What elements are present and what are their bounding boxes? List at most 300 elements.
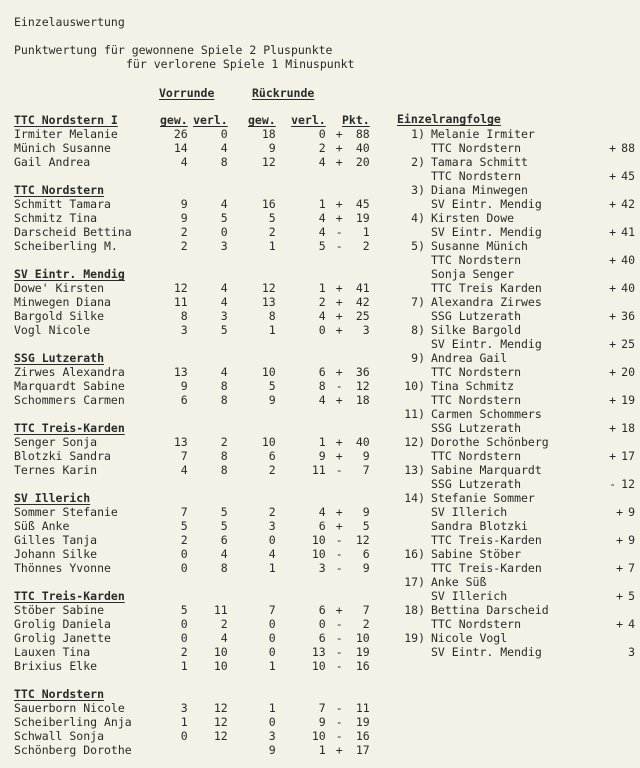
points-cell <box>326 197 370 211</box>
player-row <box>14 197 370 211</box>
rank-points <box>609 253 635 267</box>
team-name: SV Eintr. Mendig <box>14 267 125 281</box>
score-cell: 7 <box>180 505 188 519</box>
ranking-entry <box>397 463 637 477</box>
rank-points-sign: + <box>609 141 617 155</box>
score-cell: 0 <box>180 547 188 561</box>
rank-points-sign: + <box>616 589 623 603</box>
score-cell: 5 <box>180 519 188 533</box>
score-cell: 7 <box>268 603 276 617</box>
score-cell: 4 <box>220 141 228 155</box>
score-cell: 1 <box>268 659 276 673</box>
rank-team: TTC Nordstern <box>431 393 522 407</box>
score-cell: 2 <box>180 225 188 239</box>
rank-points <box>616 533 635 547</box>
points-sign: + <box>335 365 343 379</box>
score-cell: 10 <box>213 659 228 673</box>
rank-points <box>616 645 635 659</box>
team-header-row <box>14 589 370 603</box>
score-cell: 8 <box>220 463 228 477</box>
ranking-team-row <box>397 141 637 155</box>
rank-points-sign: + <box>609 337 617 351</box>
score-cell: 0 <box>268 533 276 547</box>
player-name: Brixius Elke <box>14 659 98 673</box>
score-cell: 0 <box>268 715 276 729</box>
points-cell <box>326 141 370 155</box>
score-cell: 12 <box>213 701 228 715</box>
player-row <box>14 323 370 337</box>
rank-points-sign: + <box>609 197 617 211</box>
ranking-team-row <box>397 449 637 463</box>
points-cell <box>326 631 370 645</box>
rank-team: TTC Nordstern <box>431 365 522 379</box>
score-cell: 12 <box>173 281 188 295</box>
score-cell: 0 <box>268 631 276 645</box>
ranking-entry <box>397 323 637 337</box>
points-sign: + <box>335 603 343 617</box>
ranking-team-row <box>397 281 637 295</box>
score-cell: 4 <box>318 309 326 323</box>
score-cell: 5 <box>318 239 326 253</box>
player-row <box>14 463 370 477</box>
rank-player: Tina Schmitz <box>431 379 515 393</box>
score-cell: 9 <box>268 393 276 407</box>
score-cell: 1 <box>268 701 276 715</box>
ranking-entry <box>397 127 637 141</box>
player-row <box>14 533 370 547</box>
score-cell: 1 <box>318 197 326 211</box>
score-cell: 3 <box>268 729 276 743</box>
rank-points-sign: + <box>609 449 617 463</box>
rank-player: Sonja Senger <box>431 267 515 281</box>
score-cell: 0 <box>180 561 188 575</box>
points-value: 7 <box>362 463 370 477</box>
points-value: 42 <box>355 295 370 309</box>
points-value: 19 <box>355 211 370 225</box>
rank-points-value: 40 <box>621 281 635 295</box>
player-name: Sauerborn Nicole <box>14 701 125 715</box>
points-sign: - <box>335 617 343 631</box>
rank-team: SV Illerich <box>431 589 508 603</box>
score-cell: 2 <box>268 463 276 477</box>
team-name: SV Illerich <box>14 491 91 505</box>
score-cell: 9 <box>268 743 276 757</box>
rank-points-sign: + <box>609 393 617 407</box>
score-cell: 2 <box>268 225 276 239</box>
rank-player: Dorothe Schönberg <box>431 435 549 449</box>
rank-team: SV Eintr. Mendig <box>431 337 542 351</box>
score-cell: 2 <box>220 435 228 449</box>
rank-points-sign: + <box>609 365 617 379</box>
player-row <box>14 155 370 169</box>
points-sign: + <box>335 197 343 211</box>
score-cell: 6 <box>318 631 326 645</box>
points-sign: - <box>335 561 343 575</box>
points-sign: + <box>335 127 343 141</box>
points-sign: + <box>335 295 343 309</box>
player-name: Minwegen Diana <box>14 295 111 309</box>
score-cell: 2 <box>180 533 188 547</box>
score-cell: 3 <box>220 239 228 253</box>
player-row <box>14 631 370 645</box>
score-cell: 4 <box>318 393 326 407</box>
points-cell <box>326 743 370 757</box>
score-cell: 8 <box>268 309 276 323</box>
points-value: 2 <box>362 617 370 631</box>
rank-player: Anke Süß <box>431 575 487 589</box>
score-cell <box>188 743 228 757</box>
rank-team: TTC Treis-Karden <box>431 561 542 575</box>
score-cell: 5 <box>220 323 228 337</box>
rank-points-sign: + <box>609 421 617 435</box>
rank-number: 16) <box>404 547 425 561</box>
score-cell: 6 <box>220 533 228 547</box>
rank-points-value: 12 <box>621 477 635 491</box>
score-cell: 3 <box>318 561 326 575</box>
points-cell <box>326 127 370 141</box>
rank-points <box>609 281 635 295</box>
points-sign: + <box>335 309 343 323</box>
player-row <box>14 379 370 393</box>
score-cell: 26 <box>173 127 188 141</box>
score-cell: 13 <box>311 645 326 659</box>
player-row <box>14 603 370 617</box>
team-header-row <box>14 113 370 127</box>
rank-points <box>609 141 635 155</box>
player-row <box>14 519 370 533</box>
score-cell: 12 <box>261 155 276 169</box>
score-cell: 5 <box>220 211 228 225</box>
rank-team: TTC Nordstern <box>431 617 522 631</box>
points-value: 25 <box>355 309 370 323</box>
rank-number: 2) <box>411 155 425 169</box>
ranking-entry <box>397 519 637 533</box>
team-header-row <box>14 491 370 505</box>
rank-number: 17) <box>404 575 425 589</box>
score-cell: 10 <box>311 659 326 673</box>
points-sign: - <box>335 645 343 659</box>
points-value: 1 <box>362 225 370 239</box>
points-sign: + <box>335 155 343 169</box>
score-cell: 8 <box>220 561 228 575</box>
player-row <box>14 645 370 659</box>
score-cell: 8 <box>220 393 228 407</box>
column-header: Pkt. <box>342 113 370 127</box>
player-row <box>14 393 370 407</box>
score-cell: 1 <box>318 743 326 757</box>
points-sign: + <box>335 505 343 519</box>
score-cell: 13 <box>261 295 276 309</box>
points-value: 36 <box>355 365 370 379</box>
points-sign: - <box>335 701 343 715</box>
score-cell: 11 <box>213 603 228 617</box>
points-cell <box>326 211 370 225</box>
player-name: Zirwes Alexandra <box>14 365 125 379</box>
page-title: Einzelauswertung <box>14 15 125 29</box>
points-cell <box>326 463 370 477</box>
ranking-team-row <box>397 365 637 379</box>
ranking-entry <box>397 491 637 505</box>
score-cell: 7 <box>318 701 326 715</box>
points-value: 19 <box>355 715 370 729</box>
ranking-entry <box>397 351 637 365</box>
score-cell: 1 <box>180 659 188 673</box>
points-value: 45 <box>355 197 370 211</box>
score-cell: 10 <box>311 729 326 743</box>
points-cell <box>326 379 370 393</box>
points-value: 5 <box>362 519 370 533</box>
rank-points-sign: + <box>616 533 623 547</box>
score-cell: 8 <box>220 155 228 169</box>
score-cell: 4 <box>220 295 228 309</box>
player-name: Grolig Daniela <box>14 617 111 631</box>
ranking-team-row <box>397 589 637 603</box>
rank-number: 3) <box>411 183 425 197</box>
player-row <box>14 435 370 449</box>
score-cell: 2 <box>318 295 326 309</box>
score-cell: 3 <box>220 309 228 323</box>
team-name: TTC Treis-Karden <box>14 589 125 603</box>
score-cell: 1 <box>268 323 276 337</box>
score-cell: 1 <box>268 561 276 575</box>
score-cell: 10 <box>261 365 276 379</box>
score-cell: 4 <box>318 155 326 169</box>
player-name: Schommers Carmen <box>14 393 125 407</box>
score-cell: 12 <box>213 729 228 743</box>
ranking-team-row <box>397 337 637 351</box>
score-cell: 7 <box>180 449 188 463</box>
rank-points-sign: + <box>609 169 617 183</box>
points-sign: - <box>335 729 343 743</box>
points-cell <box>326 519 370 533</box>
ranking-team-row <box>397 477 637 491</box>
score-cell: 12 <box>213 715 228 729</box>
points-cell <box>326 239 370 253</box>
points-cell <box>326 225 370 239</box>
player-name: Schmitz Tina <box>14 211 98 225</box>
rank-points-sign: - <box>609 477 617 491</box>
player-name: Senger Sonja <box>14 435 98 449</box>
rank-points-value: 17 <box>621 449 635 463</box>
rank-points <box>609 197 635 211</box>
rank-number: 7) <box>411 295 425 309</box>
rank-player: Melanie Irmiter <box>431 127 535 141</box>
rank-points-value: 41 <box>621 225 635 239</box>
rank-team: SSG Lutzerath <box>431 477 522 491</box>
ranking-entry <box>397 379 637 393</box>
rank-number: 1) <box>411 127 425 141</box>
ranking-entry <box>397 547 637 561</box>
column-header: gew. <box>160 113 188 127</box>
player-row <box>14 659 370 673</box>
ranking-team-row <box>397 169 637 183</box>
score-cell: 4 <box>220 631 228 645</box>
player-row <box>14 309 370 323</box>
rank-player: Stefanie Sommer <box>431 491 535 505</box>
points-cell <box>326 729 370 743</box>
results-grid <box>14 113 370 757</box>
rank-points-value: 20 <box>621 365 635 379</box>
rank-points-sign: + <box>609 253 617 267</box>
player-name: Süß Anke <box>14 519 70 533</box>
scoring-rule-lost: für verlorene Spiele 1 Minuspunkt <box>126 57 355 71</box>
score-cell: 10 <box>311 533 326 547</box>
column-header: gew. <box>248 113 276 127</box>
team-name: TTC Nordstern I <box>14 113 118 127</box>
score-cell <box>160 743 188 757</box>
rank-team: SV Illerich <box>431 505 508 519</box>
score-cell: 13 <box>173 365 188 379</box>
player-name: Gilles Tanja <box>14 533 98 547</box>
player-row <box>14 141 370 155</box>
score-cell: 3 <box>268 519 276 533</box>
ranking-entry <box>397 211 637 225</box>
rank-player: Carmen Schommers <box>431 407 542 421</box>
ranking-team-row <box>397 645 637 659</box>
rank-points-value: 88 <box>621 141 635 155</box>
ranking-team-row <box>397 561 637 575</box>
team-name: TTC Treis-Karden <box>14 421 125 435</box>
score-cell: 1 <box>268 239 276 253</box>
score-cell: 4 <box>220 281 228 295</box>
rank-player: Andrea Gail <box>431 351 508 365</box>
score-cell: 4 <box>268 547 276 561</box>
points-sign: - <box>335 533 343 547</box>
rank-points-sign: + <box>609 225 617 239</box>
score-cell: 0 <box>318 323 326 337</box>
player-row <box>14 365 370 379</box>
rank-team: SSG Lutzerath <box>431 309 522 323</box>
points-sign: + <box>335 211 343 225</box>
score-cell: 10 <box>311 547 326 561</box>
rank-player: Sabine Stöber <box>431 547 522 561</box>
points-cell <box>326 701 370 715</box>
player-name: Blotzki Sandra <box>14 449 111 463</box>
points-sign: - <box>335 631 343 645</box>
rank-points <box>609 169 635 183</box>
ranking-entry <box>397 603 637 617</box>
rank-points <box>609 421 635 435</box>
points-value: 9 <box>362 449 370 463</box>
points-value: 12 <box>355 379 370 393</box>
points-sign: + <box>335 743 343 757</box>
points-value: 88 <box>355 127 370 141</box>
rank-points-value: 9 <box>628 533 635 547</box>
score-cell: 9 <box>180 211 188 225</box>
points-cell <box>326 281 370 295</box>
rank-player: Sandra Blotzki <box>431 519 528 533</box>
first-round-heading: Vorrunde <box>159 86 215 100</box>
rank-player: Diana Minwegen <box>431 183 528 197</box>
rank-team: SSG Lutzerath <box>431 421 522 435</box>
score-cell: 4 <box>220 197 228 211</box>
rank-team: SV Eintr. Mendig <box>431 197 542 211</box>
score-cell: 4 <box>220 547 228 561</box>
rank-team: TTC Nordstern <box>431 169 522 183</box>
player-name: Scheiberling Anja <box>14 715 132 729</box>
ranking-entry <box>397 631 637 645</box>
score-cell: 9 <box>180 197 188 211</box>
points-sign: - <box>335 379 343 393</box>
score-cell: 0 <box>180 631 188 645</box>
player-row <box>14 295 370 309</box>
points-value: 20 <box>355 155 370 169</box>
score-cell: 1 <box>318 435 326 449</box>
score-cell: 8 <box>220 379 228 393</box>
score-cell: 5 <box>180 603 188 617</box>
player-name: Irmiter Melanie <box>14 127 118 141</box>
score-cell: 11 <box>311 463 326 477</box>
points-cell <box>326 449 370 463</box>
score-cell: 2 <box>318 141 326 155</box>
player-name: Scheiberling M. <box>14 239 118 253</box>
rank-player: Sabine Marquardt <box>431 463 542 477</box>
points-cell <box>326 295 370 309</box>
score-cell: 0 <box>220 127 228 141</box>
score-cell: 0 <box>180 617 188 631</box>
rank-points-value: 45 <box>621 169 635 183</box>
rank-points <box>609 393 635 407</box>
player-name: Stöber Sabine <box>14 603 105 617</box>
rank-points <box>609 365 635 379</box>
player-name: Schönberg Dorothe <box>14 743 132 757</box>
player-name: Ternes Karin <box>14 463 98 477</box>
player-row <box>14 715 370 729</box>
rank-points-sign: + <box>616 561 623 575</box>
score-cell: 5 <box>220 519 228 533</box>
rank-number: 8) <box>411 323 425 337</box>
points-cell <box>326 393 370 407</box>
points-value: 6 <box>362 547 370 561</box>
points-value: 11 <box>355 701 370 715</box>
scoring-rule-won: Punktwertung für gewonnene Spiele 2 Pluspunkte <box>14 43 333 57</box>
player-row <box>14 225 370 239</box>
ranking-entry <box>397 407 637 421</box>
points-value: 3 <box>362 323 370 337</box>
rank-number: 18) <box>404 603 425 617</box>
second-round-heading: Rückrunde <box>252 86 315 100</box>
points-cell <box>326 645 370 659</box>
rank-points-sign: + <box>616 505 623 519</box>
rank-points-value: 40 <box>621 253 635 267</box>
rank-number: 5) <box>411 239 425 253</box>
rank-points-value: 18 <box>621 421 635 435</box>
score-cell: 4 <box>318 505 326 519</box>
points-value: 16 <box>355 729 370 743</box>
points-cell <box>326 155 370 169</box>
points-value: 12 <box>355 533 370 547</box>
player-row <box>14 729 370 743</box>
player-row <box>14 239 370 253</box>
team-header-row <box>14 267 370 281</box>
points-sign: - <box>335 239 343 253</box>
ranking-list <box>397 112 637 659</box>
rank-points-value: 36 <box>621 309 635 323</box>
points-value: 40 <box>355 141 370 155</box>
score-cell: 5 <box>268 379 276 393</box>
ranking-entry <box>397 239 637 253</box>
rank-player: Bettina Darscheid <box>431 603 549 617</box>
player-row <box>14 127 370 141</box>
player-row <box>14 617 370 631</box>
score-cell: 18 <box>261 127 276 141</box>
points-cell <box>326 309 370 323</box>
ranking-team-row <box>397 617 637 631</box>
ranking-entry <box>397 575 637 589</box>
points-value: 2 <box>362 239 370 253</box>
score-cell: 0 <box>268 617 276 631</box>
score-cell: 3 <box>180 701 188 715</box>
